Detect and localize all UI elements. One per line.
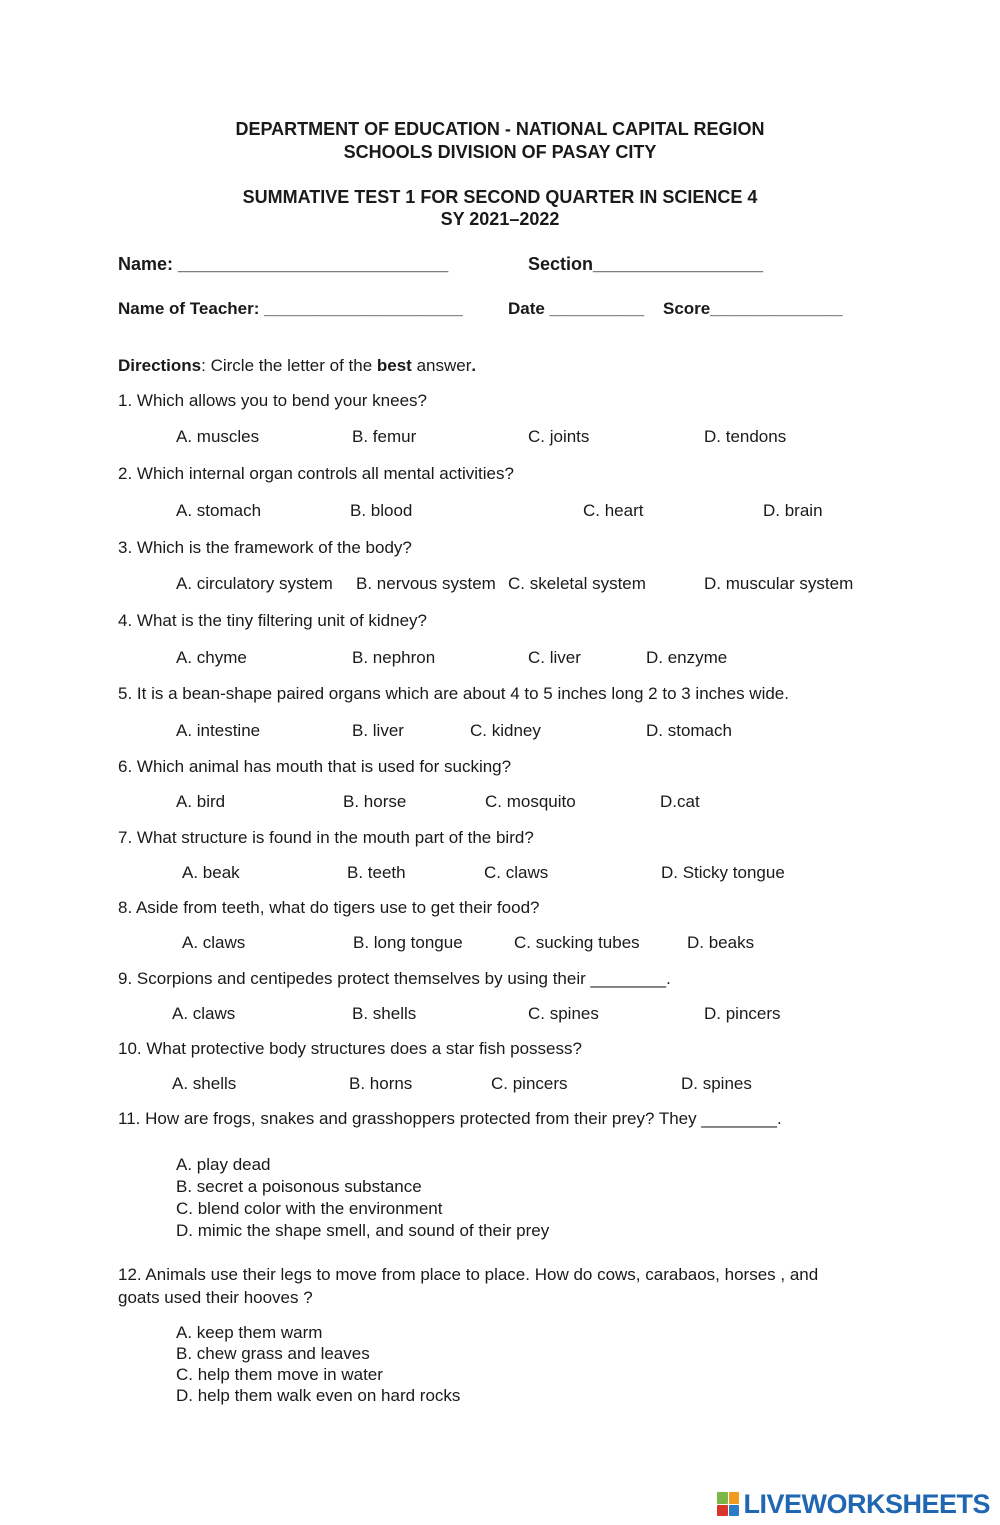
section-field[interactable]: Section_________________	[528, 254, 764, 274]
option-9b[interactable]: B. shells	[352, 1004, 417, 1023]
option-8d[interactable]: D. beaks	[687, 933, 755, 952]
option-10a[interactable]: A. shells	[172, 1074, 237, 1093]
option-6a[interactable]: A. bird	[176, 792, 226, 811]
school-year: SY 2021–2022	[440, 209, 560, 229]
option-1c[interactable]: C. joints	[528, 427, 590, 446]
option-9a[interactable]: A. claws	[172, 1004, 236, 1023]
option-6c[interactable]: C. mosquito	[485, 792, 576, 811]
directions-end: .	[471, 356, 477, 375]
option-9c[interactable]: C. spines	[528, 1004, 599, 1023]
question-1: 1. Which allows you to bend your knees?	[118, 391, 428, 410]
option-8b[interactable]: B. long tongue	[353, 933, 463, 952]
option-4a[interactable]: A. chyme	[176, 648, 247, 667]
option-6d[interactable]: D.cat	[660, 792, 700, 811]
question-10: 10. What protective body structures does a star fish possess?	[118, 1039, 582, 1058]
option-5c[interactable]: C. kidney	[470, 721, 541, 740]
question-3: 3. Which is the framework of the body?	[118, 538, 412, 557]
question-12: 12. Animals use their legs to move from place to place. How do cows, carabaos, horses , and	[118, 1265, 819, 1284]
option-8c[interactable]: C. sucking tubes	[514, 933, 640, 952]
option-12c[interactable]: C. help them move in water	[176, 1365, 383, 1384]
option-12b[interactable]: B. chew grass and leaves	[176, 1344, 370, 1363]
question-5: 5. It is a bean-shape paired organs which are about 4 to 5 inches long 2 to 3 inches wide.	[118, 684, 789, 703]
option-3a[interactable]: A. circulatory system	[176, 574, 333, 593]
liveworksheets-logo-icon	[717, 1492, 739, 1516]
directions-text-2: answer	[411, 356, 472, 375]
option-2d[interactable]: D. brain	[763, 501, 823, 520]
option-3b[interactable]: B. nervous system	[356, 574, 496, 593]
score-field[interactable]: Score______________	[663, 299, 843, 318]
liveworksheets-logo	[717, 1489, 990, 1519]
option-11d[interactable]: D. mimic the shape smell, and sound of their prey	[176, 1221, 550, 1240]
option-1b[interactable]: B. femur	[352, 427, 417, 446]
question-12-continued: goats used their hooves ?	[118, 1288, 313, 1307]
option-5b[interactable]: B. liver	[352, 721, 404, 740]
option-4c[interactable]: C. liver	[528, 648, 581, 667]
question-8: 8. Aside from teeth, what do tigers use to get their food?	[118, 898, 540, 917]
option-1d[interactable]: D. tendons	[704, 427, 787, 446]
question-4: 4. What is the tiny filtering unit of kidney?	[118, 611, 427, 630]
name-field[interactable]: Name: ___________________________	[118, 254, 449, 274]
option-3c[interactable]: C. skeletal system	[508, 574, 646, 593]
directions-text-1: : Circle the letter of the	[201, 356, 377, 375]
option-10d[interactable]: D. spines	[681, 1074, 752, 1093]
liveworksheets-logo-text: LIVEWORKSHEETS	[743, 1488, 990, 1519]
question-6: 6. Which animal has mouth that is used for sucking?	[118, 757, 512, 776]
question-2: 2. Which internal organ controls all mental activities?	[118, 464, 514, 483]
option-4d[interactable]: D. enzyme	[646, 648, 728, 667]
header-division: SCHOOLS DIVISION OF PASAY CITY	[343, 142, 657, 162]
option-11a[interactable]: A. play dead	[176, 1155, 271, 1174]
option-12d[interactable]: D. help them walk even on hard rocks	[176, 1386, 461, 1405]
option-10b[interactable]: B. horns	[349, 1074, 413, 1093]
question-7: 7. What structure is found in the mouth part of the bird?	[118, 828, 534, 847]
option-11b[interactable]: B. secret a poisonous substance	[176, 1177, 422, 1196]
header-department: DEPARTMENT OF EDUCATION - NATIONAL CAPITAL REGION	[235, 119, 765, 139]
option-2c[interactable]: C. heart	[583, 501, 644, 520]
option-5a[interactable]: A. intestine	[176, 721, 261, 740]
date-field[interactable]: Date __________	[508, 299, 645, 318]
option-3d[interactable]: D. muscular system	[704, 574, 854, 593]
directions-label: Directions	[118, 356, 202, 375]
option-7a[interactable]: A. beak	[182, 863, 240, 882]
option-2a[interactable]: A. stomach	[176, 501, 262, 520]
option-10c[interactable]: C. pincers	[491, 1074, 568, 1093]
question-9: 9. Scorpions and centipedes protect themselves by using their ________.	[118, 969, 671, 988]
option-4b[interactable]: B. nephron	[352, 648, 436, 667]
option-5d[interactable]: D. stomach	[646, 721, 732, 740]
option-11c[interactable]: C. blend color with the environment	[176, 1199, 443, 1218]
test-title: SUMMATIVE TEST 1 FOR SECOND QUARTER IN SCIENCE 4	[242, 187, 758, 207]
option-2b[interactable]: B. blood	[350, 501, 413, 520]
question-11: 11. How are frogs, snakes and grasshoppers protected from their prey? They ________.	[118, 1109, 782, 1128]
option-6b[interactable]: B. horse	[343, 792, 407, 811]
option-7b[interactable]: B. teeth	[347, 863, 406, 882]
option-7d[interactable]: D. Sticky tongue	[661, 863, 785, 882]
option-8a[interactable]: A. claws	[182, 933, 246, 952]
option-12a[interactable]: A. keep them warm	[176, 1323, 323, 1342]
teacher-field[interactable]: Name of Teacher: _____________________	[118, 299, 463, 318]
directions-emphasis: best	[376, 356, 412, 375]
directions	[118, 356, 476, 376]
option-7c[interactable]: C. claws	[484, 863, 549, 882]
option-9d[interactable]: D. pincers	[704, 1004, 781, 1023]
option-1a[interactable]: A. muscles	[176, 427, 260, 446]
